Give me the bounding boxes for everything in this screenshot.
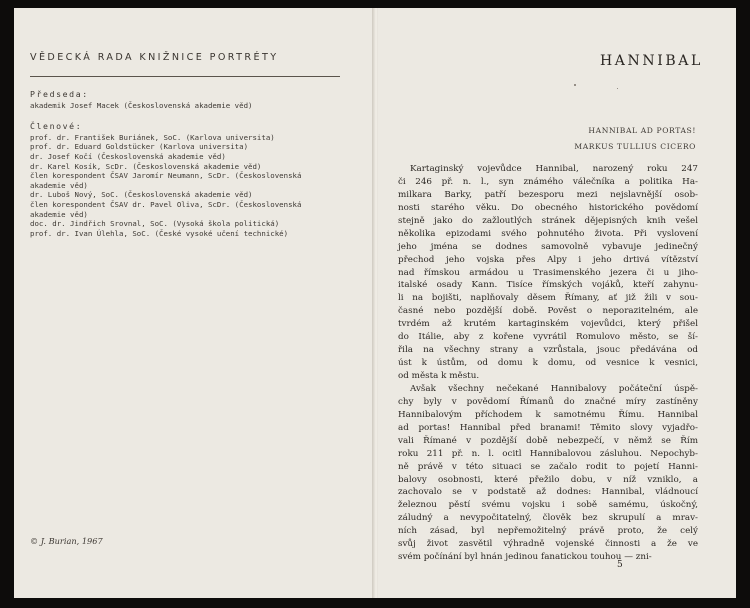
- epigraph: [560, 123, 696, 155]
- body-line: časné nebo pozdější době. Pověst o neporazitelném, ale: [398, 306, 698, 317]
- body-line: roku 211 př. n. l. ocitl Hannibalovou zásluhou. Nepochyb-: [398, 448, 698, 459]
- member-line: dr. Luboš Nový, SoC. (Československá akademie věd): [30, 190, 253, 200]
- member-line: člen korespondent ČSAV dr. Pavel Oliva, ScDr. (Československá: [30, 199, 302, 209]
- body-line: jeho jména se dodnes samovolně vybavuje jedinečný: [398, 241, 698, 252]
- body-line: tvrdém až krutém kartaginském vojevůdci, který přišel: [398, 319, 698, 330]
- body-line: vali Římané v pozdější době nebezpečí, v němž se Řím: [398, 435, 698, 446]
- member-line: prof. dr. Eduard Goldstücker (Karlova universita): [30, 142, 249, 152]
- copyright: © J. Burian, 1967: [30, 536, 103, 546]
- body-line: přechod jeho vojska přes Alpy i jeho drtivá vítězství: [398, 254, 698, 265]
- book-title: HANNIBAL: [600, 53, 703, 69]
- body-line: milkara Barky, patří bezesporu mezi nejslavnější osob-: [398, 189, 698, 200]
- body-line: záludný a nevypočitatelný, člověk bez skrupulí a mrav-: [398, 513, 698, 524]
- series-title: VĚDECKÁ RADA KNIŽNICE PORTRÉTY: [30, 52, 279, 63]
- epigraph-author: MARKUS TULLIUS CICERO: [574, 142, 696, 151]
- members-heading: Členové:: [30, 121, 83, 132]
- body-line: železnou pěstí svému vojsku i sobě samému, úskočný,: [398, 500, 698, 511]
- body-line: řila na všechny strany a vzrůstala, jsouc předávána od: [398, 345, 698, 356]
- body-line: stejně jako do zažloutlých stránek dějepisných knih vešel: [398, 215, 698, 226]
- body-line: ních zásad, byl nepřemožitelný právě proto, že celý: [398, 526, 698, 537]
- member-line: dr. Josef Kočí (Československá akademie věd): [30, 151, 226, 161]
- member-line: prof. dr. František Buriánek, SoC. (Karlova universita): [30, 132, 275, 142]
- body-line: do Itálie, aby z kořene vyvrátil Romulovo město, se ší-: [398, 332, 698, 343]
- body-line: úst k ústům, od domu k domu, od vesnice k vesnici,: [398, 358, 698, 369]
- member-line: akademie věd): [30, 180, 88, 190]
- body-line: od města k městu.: [398, 371, 480, 381]
- body-line: nosti starého věku. Do obecného historického povědomí: [398, 202, 698, 213]
- title-rule: [30, 76, 340, 77]
- body-line: li na bojišti, naplňovaly děsem Římany, ať již žili v sou-: [398, 293, 698, 304]
- page-number: 5: [617, 560, 623, 570]
- chairman: akademik Josef Macek (Československá akademie věd): [30, 100, 253, 110]
- body-line: svém počínání byl hnán jedinou fanatickou touhou — zni-: [398, 552, 652, 563]
- body-line: Avšak všechny nečekané Hannibalovy počáteční úspě-: [410, 383, 698, 394]
- body-line: či 246 př. n. l., syn známého válečníka a politika Ha-: [398, 176, 698, 187]
- body-line: svůj život zasvětil výhradně vojenské činnosti a že ve: [398, 539, 698, 550]
- body-line: ně právě v této situaci se začalo rodit to pojetí Hanni-: [398, 461, 698, 472]
- body-line: chy byly v povědomí Římanů do značné míry zastíněny: [398, 396, 698, 407]
- member-line: prof. dr. Ivan Úlehla, SoC. (České vysoké učení technické): [30, 228, 289, 238]
- member-line: doc. dr. Jindřich Srovnal, SoC. (Vysoká škola politická): [30, 219, 280, 229]
- paper-speck: [574, 84, 576, 86]
- member-line: akademie věd): [30, 209, 88, 219]
- body-line: ad portas! Hannibal před branami! Těmito slovy vyjadřo-: [398, 422, 698, 433]
- body-line: Kartaginský vojevůdce Hannibal, narozený roku 247: [410, 164, 698, 174]
- body-line: několika epizodami svého pohnutého života. Při vyslovení: [398, 228, 698, 239]
- epigraph-quote: HANNIBAL AD PORTAS!: [588, 126, 696, 135]
- body-line: zachovalo se v podstatě až dodnes: Hannibal, vládnoucí: [398, 487, 698, 498]
- editorial-board: [30, 90, 350, 238]
- member-line: dr. Karel Kosík, ScDr. (Československá akademie věd): [30, 161, 262, 171]
- chairman-heading: Předseda:: [30, 89, 89, 99]
- member-line: člen korespondent ČSAV Jaromír Neumann, ScDr. (Československá: [30, 171, 302, 181]
- body-text: [398, 163, 698, 564]
- members-list: [30, 133, 350, 239]
- body-line: nad římskou armádou u Trasimenského jezera či u jiho-: [398, 267, 698, 278]
- body-line: Hannibalovým příchodem k samotnému Římu. Hannibal: [398, 409, 698, 420]
- body-line: balovy osobnosti, které přežilo dobu, v níž vzniklo, a: [398, 474, 698, 485]
- body-line: italské osady Kann. Tisíce římských vojáků, kteří zahynu-: [398, 280, 698, 291]
- paper-speck: [617, 88, 618, 89]
